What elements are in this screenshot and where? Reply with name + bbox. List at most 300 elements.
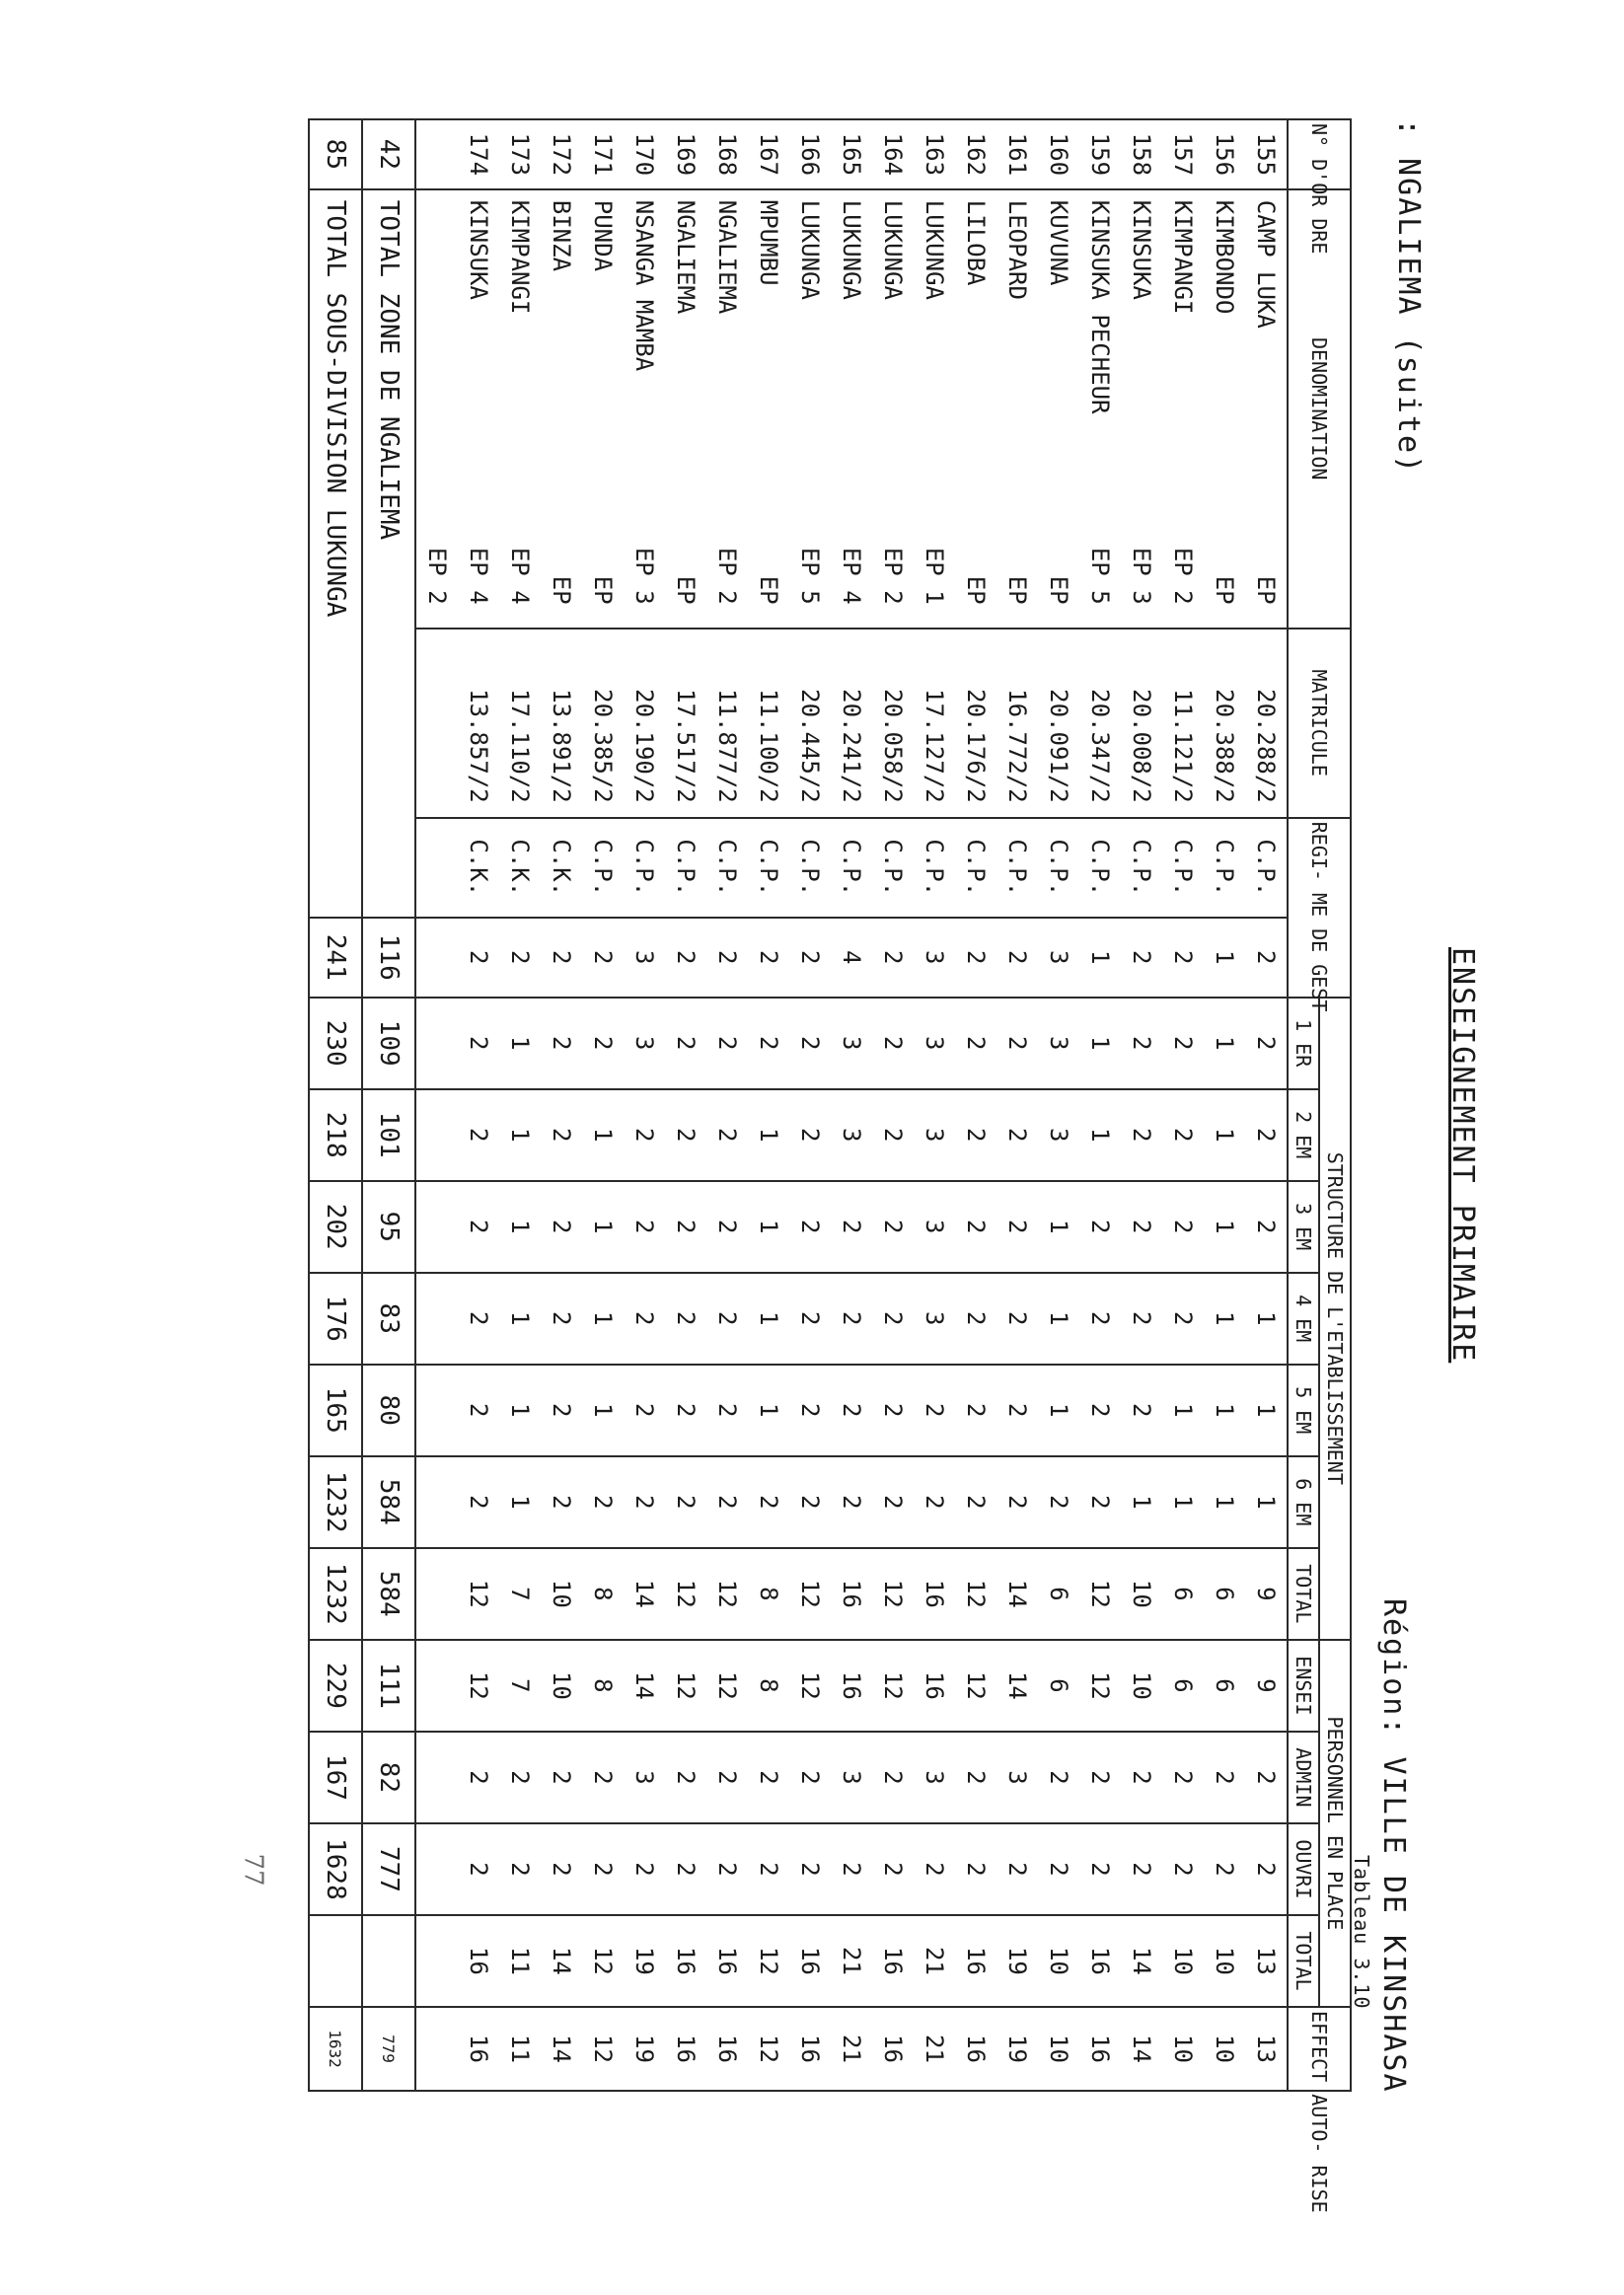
cell-ens: 12 [706, 1640, 748, 1732]
cell-s3: 2 [665, 1181, 706, 1273]
cell-s2: 2 [997, 1089, 1038, 1181]
cell-reg: C.P. [789, 818, 831, 918]
cell-s5: 2 [458, 1365, 499, 1456]
cell-s1: 3 [914, 998, 955, 1089]
cell-tot: 16 [914, 1548, 955, 1640]
school-name: CAMP LUKA [1252, 199, 1280, 329]
cell-s1: 2 [1121, 998, 1162, 1089]
cell-eff: 21 [831, 2007, 872, 2091]
cell-s4: 2 [541, 1273, 582, 1365]
cell-ptot: 12 [582, 1915, 624, 2007]
total-s5: 80 [362, 1365, 415, 1456]
school-name: MPUMBU [755, 199, 782, 286]
cell-ens: 12 [872, 1640, 914, 1732]
cell-s1: 1 [1204, 998, 1245, 1089]
school-type: EP [1003, 575, 1031, 605]
cell-eff: 19 [624, 2007, 665, 2091]
school-name: LUKUNGA [879, 199, 907, 300]
cell-s6: 2 [1038, 1456, 1079, 1548]
cell-s2: 2 [541, 1089, 582, 1181]
cell-s3: 2 [1245, 1181, 1288, 1273]
cell-s5: 2 [997, 1365, 1038, 1456]
cell-adm: 3 [997, 1732, 1038, 1823]
table-totals [309, 119, 415, 2091]
col-admin-header: ADMIN [1288, 1732, 1319, 1823]
col-3em-header: 3 EM [1288, 1181, 1319, 1273]
cell-ouv: 2 [1204, 1823, 1245, 1915]
col-denomination-header: DENOMINATION [1288, 189, 1351, 629]
cell-s4: 2 [997, 1273, 1038, 1365]
cell-ouv: 2 [1162, 1823, 1204, 1915]
total-count-cell: 85 [309, 119, 362, 189]
cell-r: 2 [499, 918, 541, 998]
cell-reg [415, 818, 458, 918]
cell-s3: 2 [1121, 1181, 1162, 1273]
cell-tot: 12 [706, 1548, 748, 1640]
total-tot: 1232 [309, 1548, 362, 1640]
cell-s5: 1 [1038, 1365, 1079, 1456]
cell-num: 163 [914, 119, 955, 189]
cell-reg: C.P. [914, 818, 955, 918]
cell-s6: 2 [748, 1456, 789, 1548]
col-personnel-total-header: TOTAL [1288, 1915, 1319, 2007]
school-name: LEOPARD [1003, 199, 1031, 300]
table-row [541, 119, 582, 2091]
col-5em-header: 5 EM [1288, 1365, 1319, 1456]
cell-s5: 2 [624, 1365, 665, 1456]
total-ouv: 1628 [309, 1823, 362, 1915]
cell-s6: 2 [624, 1456, 665, 1548]
right-title: Région: VILLE DE KINSHASA [1376, 1598, 1411, 2094]
denomination-cell [1038, 189, 1079, 629]
table-row [1038, 119, 1079, 2091]
cell-tot: 8 [748, 1548, 789, 1640]
school-name: LILOBA [962, 199, 990, 286]
school-type: EP 5 [796, 547, 824, 605]
cell-s4: 1 [1204, 1273, 1245, 1365]
cell-adm: 3 [624, 1732, 665, 1823]
total-r: 116 [362, 918, 415, 998]
cell-reg: C.P. [1245, 818, 1288, 918]
cell-s4: 2 [872, 1273, 914, 1365]
cell-tot: 6 [1162, 1548, 1204, 1640]
cell-s1: 2 [789, 998, 831, 1089]
cell-ens: 14 [997, 1640, 1038, 1732]
cell-s6 [415, 1456, 458, 1548]
cell-adm: 3 [831, 1732, 872, 1823]
cell-s1: 3 [1038, 998, 1079, 1089]
cell-r: 2 [789, 918, 831, 998]
cell-s4: 2 [1121, 1273, 1162, 1365]
table-row [1204, 119, 1245, 2091]
cell-eff: 14 [541, 2007, 582, 2091]
cell-s2: 1 [1079, 1089, 1121, 1181]
cell-s2: 1 [499, 1089, 541, 1181]
cell-ptot: 16 [665, 1915, 706, 2007]
cell-s5: 2 [541, 1365, 582, 1456]
cell-eff [415, 2007, 458, 2091]
col-regime-header: REGI- ME DE GEST [1288, 818, 1351, 998]
cell-s1: 2 [582, 998, 624, 1089]
cell-eff: 16 [706, 2007, 748, 2091]
cell-ens: 10 [1121, 1640, 1162, 1732]
cell-r: 2 [997, 918, 1038, 998]
cell-adm: 2 [1245, 1732, 1288, 1823]
cell-ens: 6 [1038, 1640, 1079, 1732]
cell-mat: 17.127/2 [914, 629, 955, 818]
table-reference: Tableau 3.10 [1350, 1855, 1373, 2010]
cell-s6: 1 [1162, 1456, 1204, 1548]
cell-s5: 1 [1204, 1365, 1245, 1456]
cell-num: 159 [1079, 119, 1121, 189]
cell-ptot: 16 [706, 1915, 748, 2007]
cell-num: 166 [789, 119, 831, 189]
cell-eff: 13 [1245, 2007, 1288, 2091]
cell-s1: 2 [706, 998, 748, 1089]
cell-reg: C.P. [582, 818, 624, 918]
cell-reg: C.P. [831, 818, 872, 918]
cell-mat: 17.517/2 [665, 629, 706, 818]
cell-s5: 2 [665, 1365, 706, 1456]
denomination-cell [1079, 189, 1121, 629]
cell-ptot: 14 [1121, 1915, 1162, 2007]
cell-s1: 2 [1245, 998, 1288, 1089]
cell-s3: 2 [1162, 1181, 1204, 1273]
cell-ptot: 14 [541, 1915, 582, 2007]
table-row [831, 119, 872, 2091]
total-eff: 779 [362, 2007, 415, 2091]
cell-r: 2 [582, 918, 624, 998]
table-row [1245, 119, 1288, 2091]
cell-s3: 1 [499, 1181, 541, 1273]
cell-s6: 2 [997, 1456, 1038, 1548]
school-name: KUVUNA [1045, 199, 1072, 286]
cell-reg: C.P. [1121, 818, 1162, 918]
cell-adm: 2 [1121, 1732, 1162, 1823]
cell-mat: 20.176/2 [955, 629, 997, 818]
cell-s2: 3 [831, 1089, 872, 1181]
cell-s4: 3 [914, 1273, 955, 1365]
cell-r: 3 [624, 918, 665, 998]
denomination-cell [831, 189, 872, 629]
school-type: EP [962, 575, 990, 605]
cell-s2: 1 [1204, 1089, 1245, 1181]
total-s2: 101 [362, 1089, 415, 1181]
cell-s6: 1 [1245, 1456, 1288, 1548]
cell-s2: 2 [458, 1089, 499, 1181]
center-title: ENSEIGNEMENT PRIMAIRE [1445, 947, 1480, 1364]
cell-ptot: 13 [1245, 1915, 1288, 2007]
cell-tot: 9 [1245, 1548, 1288, 1640]
cell-num: 162 [955, 119, 997, 189]
cell-tot: 8 [582, 1548, 624, 1640]
cell-ens: 12 [458, 1640, 499, 1732]
total-s3: 95 [362, 1181, 415, 1273]
cell-tot: 6 [1204, 1548, 1245, 1640]
col-matricule-header: MATRICULE [1288, 629, 1351, 818]
cell-adm: 2 [748, 1732, 789, 1823]
cell-s6: 2 [706, 1456, 748, 1548]
cell-r: 2 [872, 918, 914, 998]
total-s5: 165 [309, 1365, 362, 1456]
cell-mat: 13.857/2 [458, 629, 499, 818]
denomination-cell [789, 189, 831, 629]
cell-s2: 2 [872, 1089, 914, 1181]
cell-num: 169 [665, 119, 706, 189]
total-blank [309, 1915, 362, 2007]
cell-ouv: 2 [1038, 1823, 1079, 1915]
cell-s6: 2 [831, 1456, 872, 1548]
school-name: KINSUKA PECHEUR [1086, 199, 1114, 414]
total-s6: 584 [362, 1456, 415, 1548]
cell-s6: 2 [789, 1456, 831, 1548]
cell-reg: C.P. [1162, 818, 1204, 918]
cell-r [415, 918, 458, 998]
cell-adm: 2 [499, 1732, 541, 1823]
cell-s2: 2 [789, 1089, 831, 1181]
cell-ouv: 2 [541, 1823, 582, 1915]
total-s3: 202 [309, 1181, 362, 1273]
cell-s1: 3 [624, 998, 665, 1089]
cell-s2: 1 [582, 1089, 624, 1181]
cell-s2: 2 [706, 1089, 748, 1181]
col-ensei-header: ENSEI [1288, 1640, 1319, 1732]
cell-tot: 12 [1079, 1548, 1121, 1640]
cell-s1: 2 [541, 998, 582, 1089]
cell-ens: 14 [624, 1640, 665, 1732]
denomination-cell [997, 189, 1038, 629]
denomination-cell [665, 189, 706, 629]
cell-ens: 8 [748, 1640, 789, 1732]
cell-s2: 2 [1245, 1089, 1288, 1181]
cell-s2 [415, 1089, 458, 1181]
table-row [955, 119, 997, 2091]
school-type: EP 3 [630, 547, 658, 605]
cell-ptot: 16 [955, 1915, 997, 2007]
cell-num: 164 [872, 119, 914, 189]
cell-s5: 2 [831, 1365, 872, 1456]
cell-num: 161 [997, 119, 1038, 189]
cell-s5: 1 [582, 1365, 624, 1456]
cell-s2: 2 [1121, 1089, 1162, 1181]
cell-s4: 2 [955, 1273, 997, 1365]
cell-tot: 6 [1038, 1548, 1079, 1640]
school-table [308, 118, 1352, 2213]
cell-s2: 2 [1162, 1089, 1204, 1181]
cell-s5: 2 [789, 1365, 831, 1456]
school-type: EP 2 [423, 547, 451, 605]
table-row [914, 119, 955, 2091]
cell-s1: 2 [458, 998, 499, 1089]
cell-adm: 2 [665, 1732, 706, 1823]
cell-num: 157 [1162, 119, 1204, 189]
table-row [1162, 119, 1204, 2091]
school-type: EP [1252, 575, 1280, 605]
cell-s3: 3 [914, 1181, 955, 1273]
cell-adm: 2 [1079, 1732, 1121, 1823]
cell-s6: 1 [1204, 1456, 1245, 1548]
cell-ouv: 2 [665, 1823, 706, 1915]
cell-adm: 2 [1162, 1732, 1204, 1823]
cell-s1 [415, 998, 458, 1089]
cell-ptot: 16 [789, 1915, 831, 2007]
cell-ens: 16 [914, 1640, 955, 1732]
cell-mat: 20.241/2 [831, 629, 872, 818]
cell-s1: 2 [665, 998, 706, 1089]
cell-s4: 2 [831, 1273, 872, 1365]
cell-s3: 1 [1038, 1181, 1079, 1273]
denomination-cell [955, 189, 997, 629]
cell-r: 3 [914, 918, 955, 998]
cell-ouv: 2 [789, 1823, 831, 1915]
cell-ouv: 2 [1121, 1823, 1162, 1915]
cell-reg: C.P. [706, 818, 748, 918]
school-name: LUKUNGA [921, 199, 948, 300]
cell-r: 2 [748, 918, 789, 998]
table-row [582, 119, 624, 2091]
cell-ouv: 2 [997, 1823, 1038, 1915]
cell-ens: 10 [541, 1640, 582, 1732]
total-blank [362, 1915, 415, 2007]
cell-ptot: 11 [499, 1915, 541, 2007]
cell-ptot: 19 [997, 1915, 1038, 2007]
cell-ouv: 2 [582, 1823, 624, 1915]
cell-s3: 1 [748, 1181, 789, 1273]
cell-ouv: 2 [831, 1823, 872, 1915]
cell-s6: 1 [499, 1456, 541, 1548]
cell-tot: 10 [1121, 1548, 1162, 1640]
cell-r: 2 [458, 918, 499, 998]
table-row [415, 119, 458, 2091]
total-ens: 111 [362, 1640, 415, 1732]
school-type: EP [589, 575, 617, 605]
cell-s5: 1 [748, 1365, 789, 1456]
cell-ens: 16 [831, 1640, 872, 1732]
cell-ptot: 10 [1038, 1915, 1079, 2007]
total-s4: 176 [309, 1273, 362, 1365]
cell-s4: 2 [624, 1273, 665, 1365]
cell-ouv: 2 [706, 1823, 748, 1915]
total-label-cell: TOTAL SOUS-DIVISION LUKUNGA [309, 189, 362, 918]
cell-s4: 1 [1245, 1273, 1288, 1365]
cell-adm: 2 [706, 1732, 748, 1823]
personnel-group-header: PERSONNEL EN PLACE [1319, 1640, 1351, 2007]
cell-num [415, 119, 458, 189]
school-name: LUKUNGA [838, 199, 865, 300]
denomination-cell [914, 189, 955, 629]
cell-s1: 1 [1079, 998, 1121, 1089]
cell-s3 [415, 1181, 458, 1273]
total-row [362, 119, 415, 2091]
cell-s2: 1 [748, 1089, 789, 1181]
cell-s6: 2 [914, 1456, 955, 1548]
cell-num: 171 [582, 119, 624, 189]
school-type: EP [755, 575, 782, 605]
total-s6: 1232 [309, 1456, 362, 1548]
table-row [706, 119, 748, 2091]
cell-adm: 2 [789, 1732, 831, 1823]
denomination-cell [1162, 189, 1204, 629]
total-count-cell: 42 [362, 119, 415, 189]
school-name: KIMPANGI [506, 199, 534, 315]
table-row [1079, 119, 1121, 2091]
cell-num: 172 [541, 119, 582, 189]
cell-ptot [415, 1915, 458, 2007]
school-name: NSANGA MAMBA [630, 199, 658, 372]
cell-num: 158 [1121, 119, 1162, 189]
cell-reg: C.K. [499, 818, 541, 918]
denomination-cell [1245, 189, 1288, 629]
cell-ptot: 16 [458, 1915, 499, 2007]
cell-mat: 16.772/2 [997, 629, 1038, 818]
cell-mat: 13.891/2 [541, 629, 582, 818]
cell-adm: 3 [914, 1732, 955, 1823]
left-title: : NGALIEMA (suite) [1391, 118, 1426, 476]
denomination-cell [624, 189, 665, 629]
cell-adm [415, 1732, 458, 1823]
cell-r: 2 [665, 918, 706, 998]
denomination-cell [415, 189, 458, 629]
total-label-cell: TOTAL ZONE DE NGALIEMA [362, 189, 415, 918]
cell-ptot: 19 [624, 1915, 665, 2007]
cell-eff: 12 [582, 2007, 624, 2091]
cell-ptot: 16 [872, 1915, 914, 2007]
cell-s4: 2 [458, 1273, 499, 1365]
denomination-cell [541, 189, 582, 629]
cell-ens: 6 [1162, 1640, 1204, 1732]
cell-ptot: 10 [1162, 1915, 1204, 2007]
cell-ouv: 2 [458, 1823, 499, 1915]
cell-ens: 9 [1245, 1640, 1288, 1732]
cell-s1: 2 [748, 998, 789, 1089]
school-name: KINSUKA [465, 199, 492, 300]
cell-num: 174 [458, 119, 499, 189]
cell-num: 160 [1038, 119, 1079, 189]
cell-ens: 12 [665, 1640, 706, 1732]
cell-s6: 2 [458, 1456, 499, 1548]
cell-s5: 2 [1121, 1365, 1162, 1456]
cell-s3: 2 [789, 1181, 831, 1273]
cell-s6: 2 [665, 1456, 706, 1548]
table-row [1121, 119, 1162, 2091]
col-4em-header: 4 EM [1288, 1273, 1319, 1365]
page-number: 77 [238, 1853, 268, 1887]
school-name: KINSUKA [1128, 199, 1155, 300]
cell-mat: 20.388/2 [1204, 629, 1245, 818]
cell-reg: C.P. [1204, 818, 1245, 918]
cell-reg: C.K. [458, 818, 499, 918]
cell-mat: 20.445/2 [789, 629, 831, 818]
cell-num: 173 [499, 119, 541, 189]
school-type: EP 5 [1086, 547, 1114, 605]
total-eff: 1632 [309, 2007, 362, 2091]
cell-mat: 11.100/2 [748, 629, 789, 818]
cell-s1: 2 [955, 998, 997, 1089]
cell-s6: 2 [872, 1456, 914, 1548]
cell-mat: 20.347/2 [1079, 629, 1121, 818]
school-type: EP 1 [921, 547, 948, 605]
col-num-header: N° D'OR DRE [1288, 119, 1351, 189]
table-row [499, 119, 541, 2091]
cell-reg: C.P. [872, 818, 914, 918]
cell-mat: 20.091/2 [1038, 629, 1079, 818]
school-type: EP [548, 575, 575, 605]
cell-ouv: 2 [955, 1823, 997, 1915]
school-name: LUKUNGA [796, 199, 824, 300]
denomination-cell [872, 189, 914, 629]
cell-s1: 3 [831, 998, 872, 1089]
cell-s4: 1 [499, 1273, 541, 1365]
